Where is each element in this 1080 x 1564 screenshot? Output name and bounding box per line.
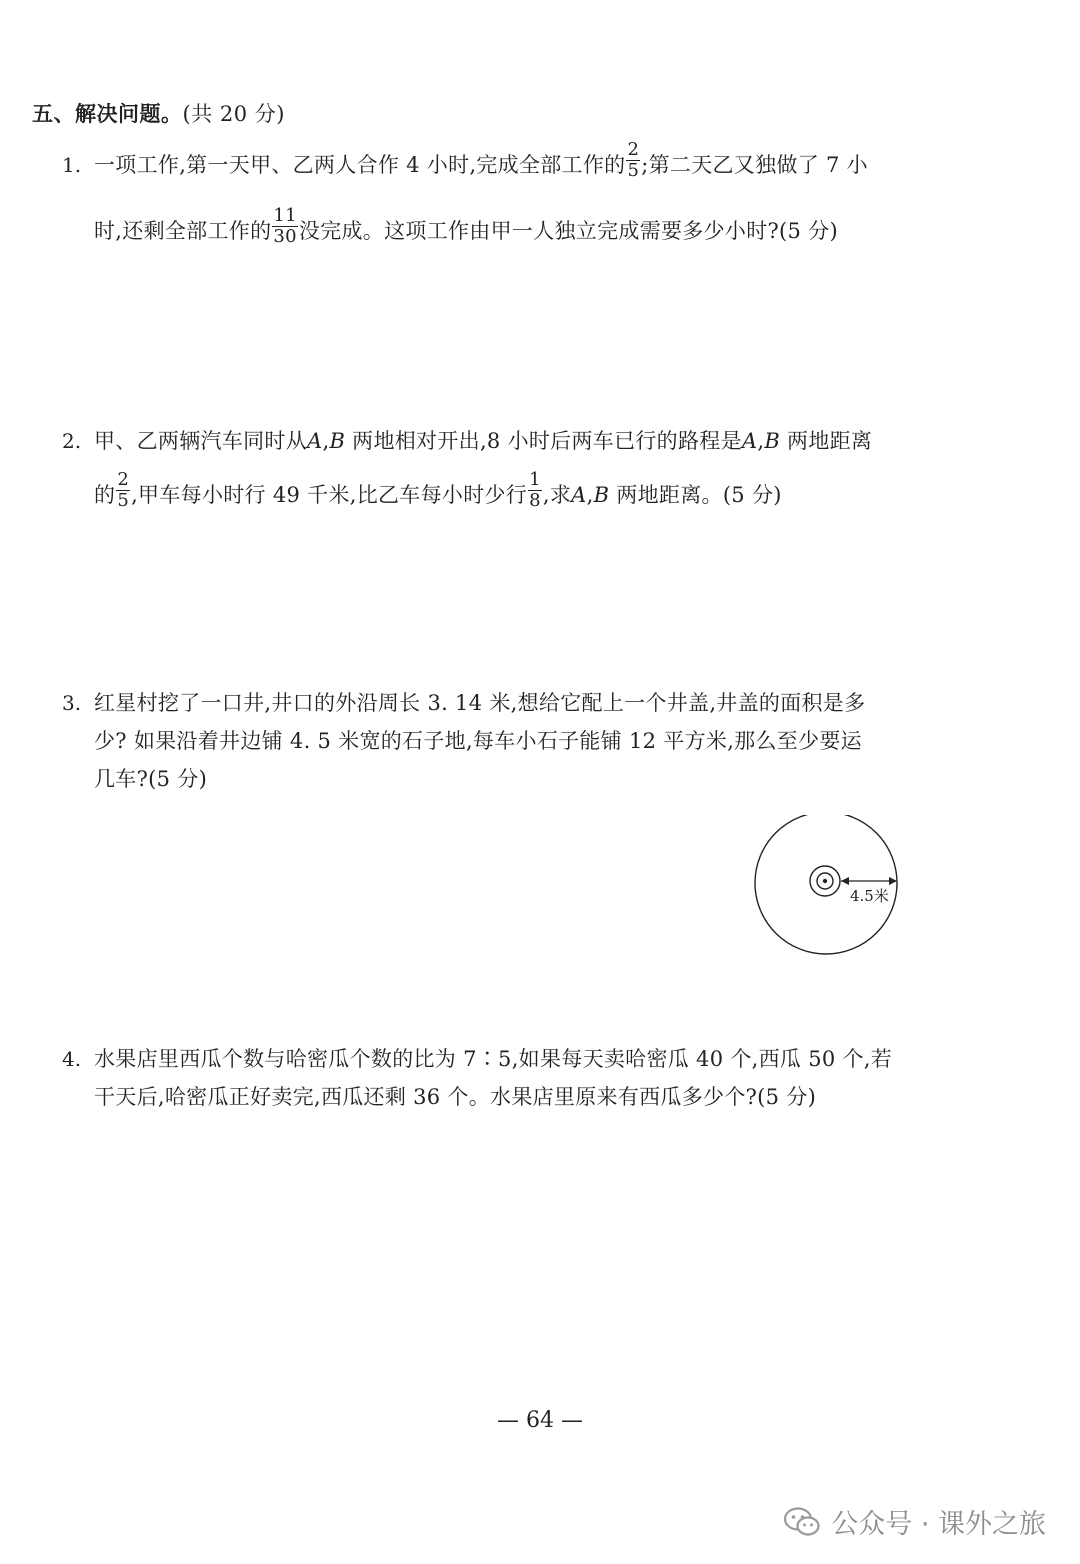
question-2-text-b: 两地相对开出,8 小时后两车已行的路程是 xyxy=(345,429,742,453)
question-2-text-f: ,求 xyxy=(542,483,572,507)
question-2-text-g: 两地距离。(5 分) xyxy=(609,483,782,507)
question-1-text-d: 没完成。这项工作由甲一人独立完成需要多少小时?(5 分) xyxy=(298,219,838,243)
question-1-number: 1. xyxy=(62,153,82,177)
question-1-text-a: 一项工作,第一天甲、乙两人合作 4 小时,完成全部工作的 xyxy=(94,153,626,177)
question-2-fraction-2 xyxy=(528,470,542,511)
question-1-line-1 xyxy=(94,139,868,181)
point-b-label: B xyxy=(593,483,610,507)
well-center-dot xyxy=(823,879,827,883)
comma: , xyxy=(586,483,594,507)
question-3-line-3: 几车?(5 分) xyxy=(94,767,208,791)
question-4-line-1: 水果店里西瓜个数与哈密瓜个数的比为 7∶5,如果每天卖哈密瓜 40 个,西瓜 50 个,若 xyxy=(94,1047,893,1071)
fraction-numerator: 11 xyxy=(273,205,297,226)
point-a-label: A xyxy=(571,483,587,507)
section-points: (共 20 分) xyxy=(182,102,285,126)
fraction-numerator: 1 xyxy=(529,469,541,490)
arrowhead-left xyxy=(841,877,849,885)
fraction-denominator: 5 xyxy=(627,160,640,181)
question-2-line-2 xyxy=(94,469,782,511)
question-1-fraction-1 xyxy=(626,140,640,181)
question-1-line-2 xyxy=(94,205,838,247)
point-a-label: A xyxy=(741,429,758,453)
question-2-number: 2. xyxy=(62,429,82,453)
section-title xyxy=(32,98,285,128)
fraction-denominator: 30 xyxy=(273,226,297,247)
fraction-denominator: 5 xyxy=(117,490,130,511)
question-2-line-1 xyxy=(94,428,872,454)
question-1-text-b: ;第二天乙又独做了 7 小 xyxy=(641,153,868,177)
question-1-text-c: 时,还剩全部工作的 xyxy=(94,219,272,243)
question-4-number: 4. xyxy=(62,1047,82,1071)
well-diagram xyxy=(750,815,900,955)
question-4-line-2: 干天后,哈密瓜正好卖完,西瓜还剩 36 个。水果店里原来有西瓜多少个?(5 分) xyxy=(94,1085,817,1109)
comma: , xyxy=(757,429,765,453)
question-2-fraction-1 xyxy=(116,470,130,511)
section-title-text: 五、解决问题。 xyxy=(32,102,183,126)
question-1-fraction-2 xyxy=(272,206,298,247)
watermark-text: 公众号 · 课外之旅 xyxy=(831,1509,1046,1540)
wechat-icon xyxy=(783,1506,821,1538)
point-b-label: B xyxy=(329,429,346,453)
question-3-line-1: 红星村挖了一口井,井口的外沿周长 3. 14 米,想给它配上一个井盖,井盖的面积是多 xyxy=(94,691,866,715)
fraction-numerator: 2 xyxy=(627,139,640,160)
width-label: 4.5米 xyxy=(850,887,889,905)
outer-gravel-circle xyxy=(755,815,897,954)
question-3-line-2: 少? 如果沿着井边铺 4. 5 米宽的石子地,每车小石子能铺 12 平方米,那么至少要运 xyxy=(94,729,862,753)
question-2-text-d: 的 xyxy=(94,483,116,507)
point-b-label: B xyxy=(764,429,781,453)
question-2-text-c: 两地距离 xyxy=(780,429,873,453)
fraction-numerator: 2 xyxy=(117,469,130,490)
point-a-label: A xyxy=(307,429,323,453)
page-number: — 64 — xyxy=(497,1408,583,1433)
watermark xyxy=(783,1502,1046,1541)
arrowhead-right xyxy=(889,877,897,885)
question-2-text-a: 甲、乙两辆汽车同时从 xyxy=(94,429,307,453)
fraction-denominator: 8 xyxy=(529,490,541,511)
comma: , xyxy=(322,429,330,453)
question-2-text-e: ,甲车每小时行 49 千米,比乙车每小时少行 xyxy=(131,483,528,507)
question-3-number: 3. xyxy=(62,691,82,715)
